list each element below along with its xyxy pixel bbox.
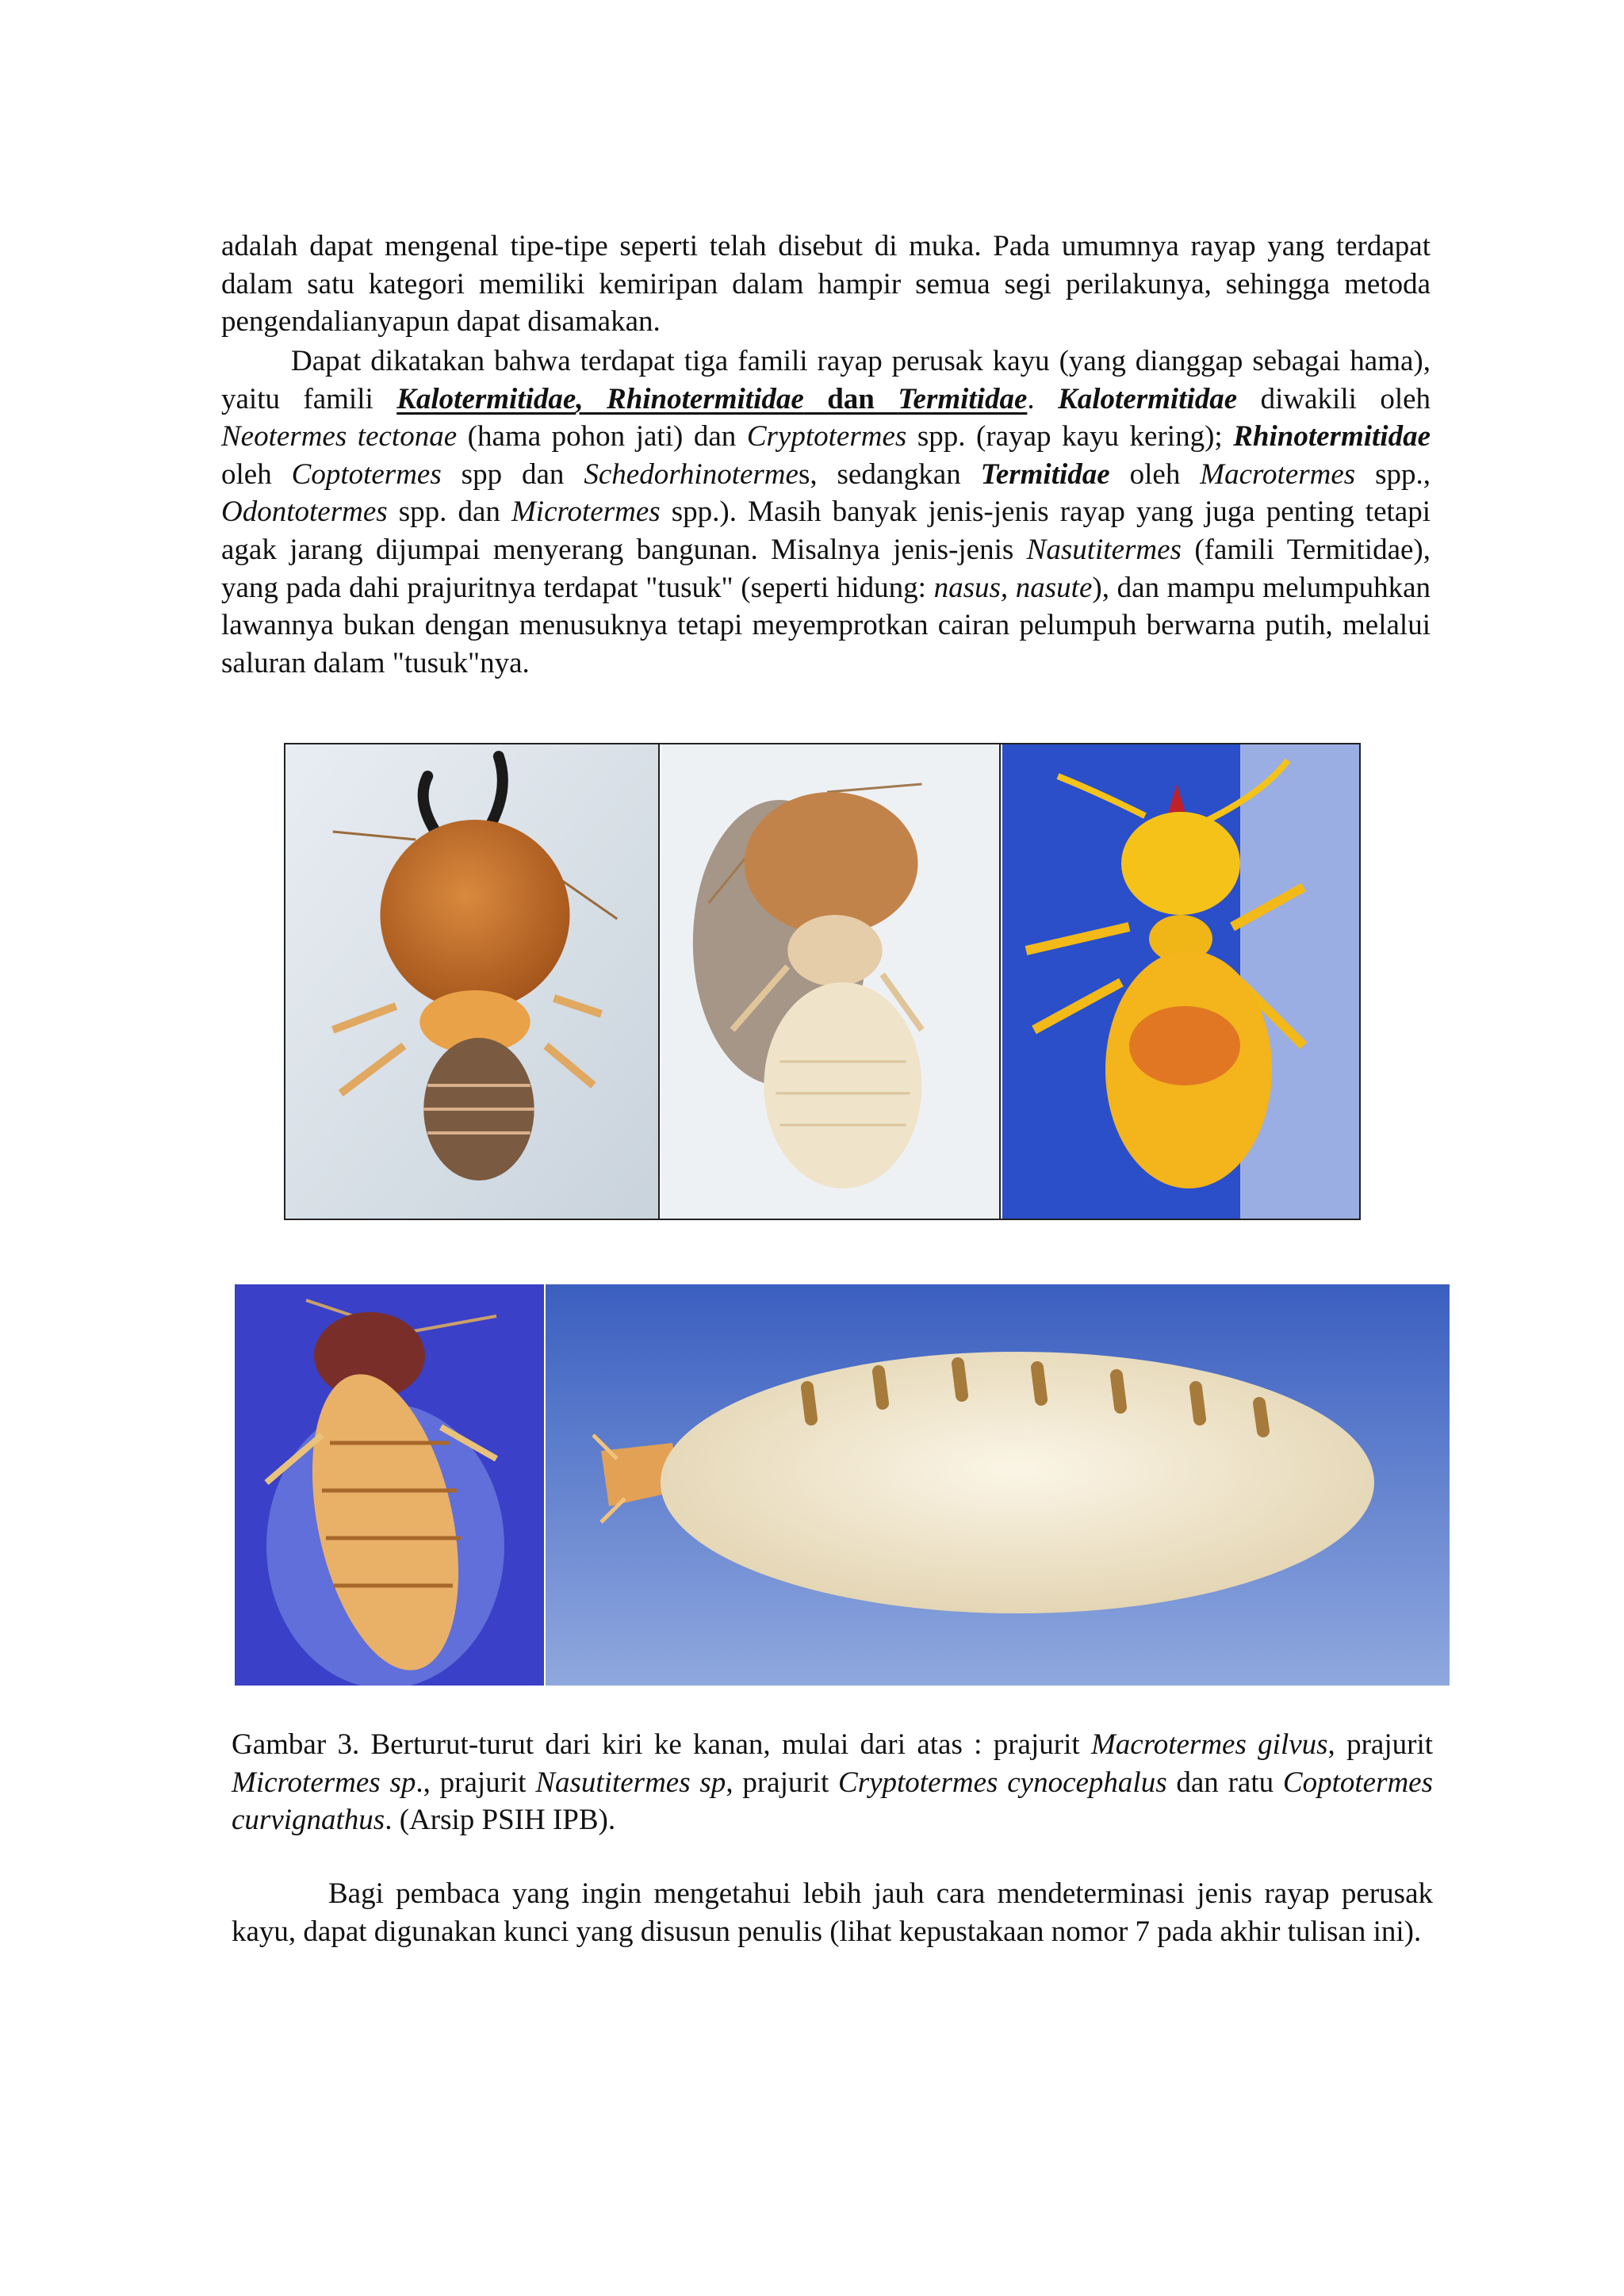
paragraph-intro: adalah dapat mengenal tipe-tipe seperti telah disebut di muka. Pada umumnya rayap yang terdapat dalam satu kategori memiliki kemiripan dalam hampir semua segi perilakunya, sehingga metoda pengendalianyapun dapat disamakan. (221, 230, 1431, 339)
text: oleh (1109, 457, 1201, 491)
species-name: nasus, nasute (933, 571, 1093, 604)
species-name: Macrotermes gilvus (1090, 1728, 1328, 1761)
text: dan (803, 382, 898, 415)
text: spp.). Masih banyak jenis-jenis rayap yang juga penting tetapi agak jarang dijumpai menyerang bangunan. Misalnya jenis-jenis (221, 496, 1431, 566)
species-name: Odontotermes (221, 496, 388, 529)
photo-nasutitermes-soldier (1002, 744, 1359, 1219)
text: . (Arsip PSIH IPB). (385, 1804, 616, 1837)
text: spp. (rayap kayu kering); (906, 420, 1234, 453)
text: dan ratu (1166, 1766, 1283, 1799)
family-rhinotermitidae: Rhinotermitidae (607, 382, 804, 415)
text: Gambar 3. Berturut-turut dari kiri ke kanan, mulai dari atas : prajurit (232, 1728, 1091, 1761)
text: Bagi pembaca yang ingin mengetahui lebih jauh cara mendeterminasi jenis rayap perusak kayu, dapat digunakan kunci yang disusun penulis (lihat kepustakaan nomor 7 pada akhir tulisan ini). (232, 1877, 1433, 1948)
text: . (1027, 382, 1059, 415)
family-kalotermitidae: Kalotermitidae (396, 382, 576, 415)
photo-cryptotermes-soldier (235, 1284, 544, 1686)
species-name: Coptotermes curvignathus (232, 1766, 1434, 1837)
species-name: Neotermes tectonae (221, 420, 458, 453)
text: diwakili oleh (1237, 382, 1431, 415)
text: ., prajurit (416, 1766, 536, 1799)
text: spp dan (441, 457, 584, 491)
text: spp., (1355, 457, 1431, 491)
species-name: Microtermes (511, 496, 661, 529)
text: (famili Termitidae), yang pada dahi prajuritnya terdapat "tusuk" (seperti hidung: (221, 533, 1431, 604)
species-name: Cryptotermes (746, 420, 907, 453)
species-name: Coptotermes (291, 457, 442, 491)
text: s, sedangkan (798, 457, 981, 491)
photo-coptotermes-queen (546, 1284, 1450, 1686)
text: (hama pohon jati) dan (457, 420, 747, 453)
species-name: Cryptotermes cynocephalus (838, 1766, 1167, 1799)
family-rhinotermitidae: Rhinotermitidae (1233, 420, 1431, 453)
paragraph-further-reading (232, 1875, 1433, 1950)
family-termitidae: Termitidae (898, 382, 1028, 415)
text: oleh (221, 457, 292, 491)
text: , prajurit (1327, 1728, 1434, 1761)
text: Dapat dikatakan bahwa terdapat tiga famili rayap perusak kayu (yang dianggap sebagai hama), yaitu famili (221, 345, 1431, 415)
photo-microtermes-soldier (661, 744, 1001, 1219)
paragraph-families (221, 342, 1431, 682)
text: ), dan mampu melumpuhkan lawannya bukan dengan menusuknya tetapi meyemprotkan cairan pelumpuh berwarna putih, melalui saluran dalam "tusuk"nya. (221, 571, 1431, 679)
species-name: Macrotermes (1200, 457, 1356, 491)
species-name: Nasutitermes sp (535, 1766, 726, 1799)
text: , prajurit (726, 1766, 839, 1799)
species-name: Nasutitermes (1026, 533, 1182, 566)
photo-macrotermes-soldier (285, 744, 660, 1219)
species-name: Microtermes sp (232, 1766, 416, 1799)
family-kalotermitidae: Kalotermitidae (1058, 382, 1238, 415)
family-termitidae: Termitidae (980, 457, 1110, 491)
figure-caption (232, 1726, 1433, 1839)
text: , (576, 382, 607, 415)
species-name: Schedorhinoterme (584, 457, 799, 491)
text: spp. dan (387, 496, 511, 529)
